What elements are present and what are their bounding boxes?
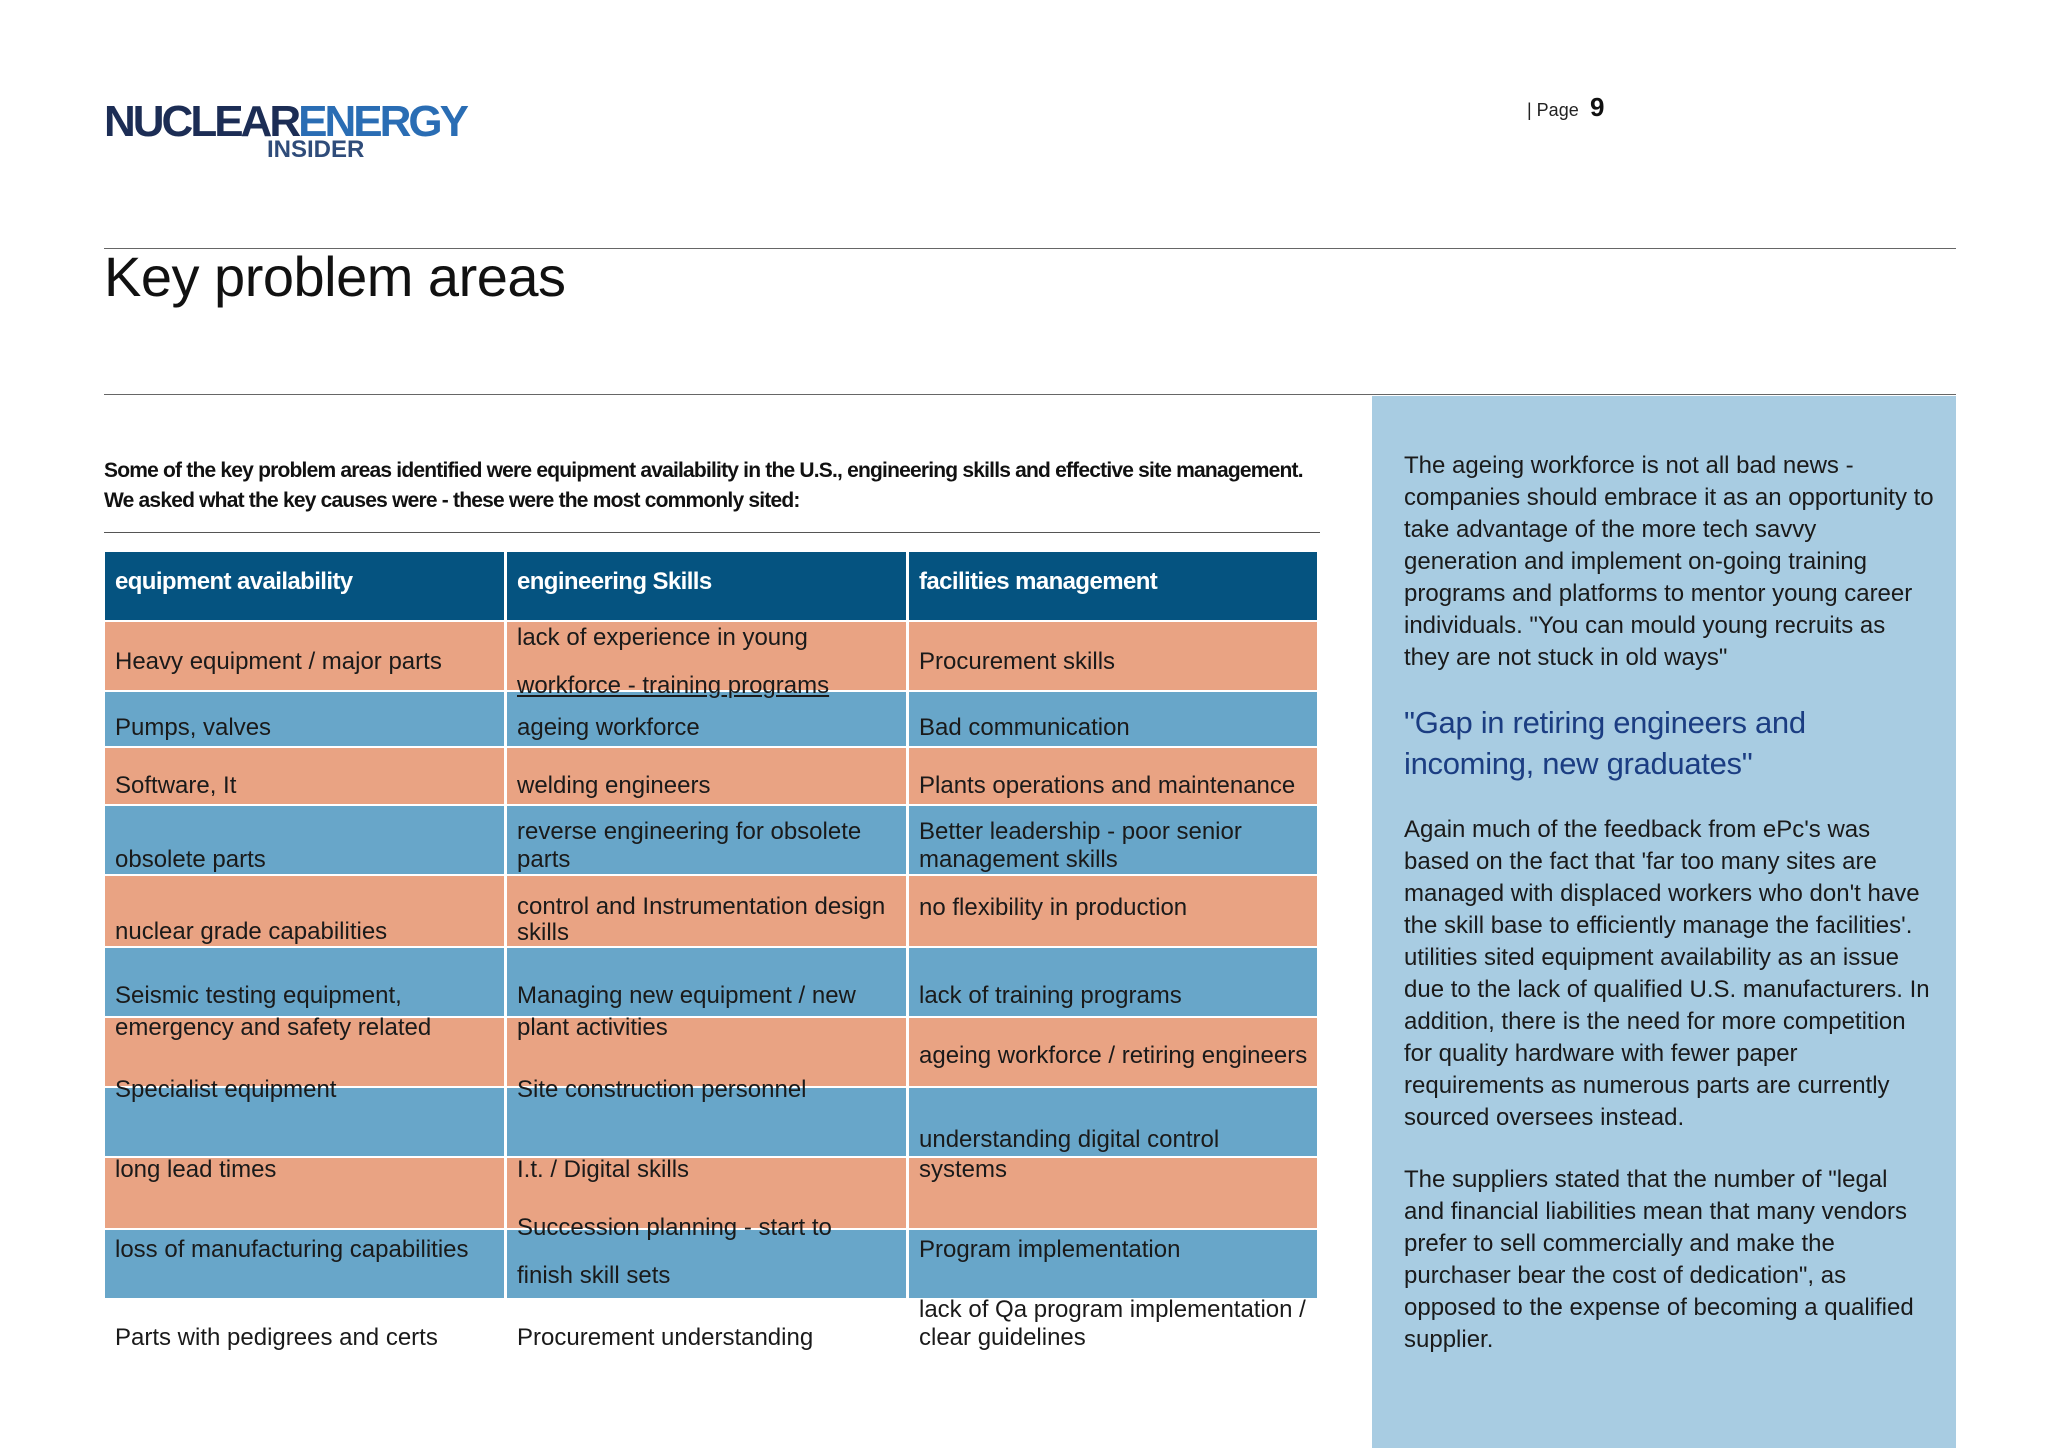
cell-text: workforce - training programs xyxy=(517,672,830,699)
table-cell xyxy=(105,1230,507,1298)
cell-text: Plants operations and maintenance xyxy=(919,772,1296,799)
cell-text: Procurement understanding xyxy=(517,1324,814,1351)
cell-text: obsolete parts xyxy=(115,846,266,873)
cell-text: I.t. / Digital skills xyxy=(517,1156,690,1183)
cell-text: Program implementation xyxy=(919,1236,1181,1263)
intro-rule xyxy=(104,532,1320,533)
cell-text: nuclear grade capabilities xyxy=(115,918,388,945)
table-cell xyxy=(909,622,1317,690)
cell-text: emergency and safety related xyxy=(115,1014,432,1041)
sidebar-paragraph-2: Again much of the feedback from ePc's was based on the fact that 'far too many sites are managed with displaced workers who don't have the skill base to efficiently manage the facilities'. utilities sited equipment availability as an issue due to the lack of qualified U.S. manufacturers. In addition, there is the need for more competition for quality hardware with fewer paper requirements as numerous parts are currently sourced oversees instead. xyxy=(1404,816,1930,1131)
table-cell xyxy=(105,876,507,946)
table-cell xyxy=(105,622,507,690)
table-row xyxy=(105,946,1317,1016)
cell-text: understanding digital control xyxy=(919,1126,1220,1153)
cell-text: Procurement skills xyxy=(919,648,1116,675)
table-cell xyxy=(909,806,1317,874)
page-number: 9 xyxy=(1590,92,1605,122)
cell-text: Managing new equipment / new xyxy=(517,982,856,1009)
cell-text: Succession planning - start to xyxy=(517,1214,832,1241)
sidebar-pull-quote: "Gap in retiring engineers and incoming, new graduates" xyxy=(1404,705,1806,781)
header-facilities-management xyxy=(909,552,1317,620)
cell-text: long lead times xyxy=(115,1156,277,1183)
title-rule xyxy=(104,394,1956,395)
table-cell xyxy=(909,1018,1317,1086)
header-label: facilities management xyxy=(919,568,1158,595)
table-cell xyxy=(909,748,1317,804)
cell-text: Heavy equipment / major parts xyxy=(115,648,442,675)
table-cell xyxy=(909,1296,1317,1360)
table-cell xyxy=(507,806,909,874)
table-cell xyxy=(105,1300,507,1360)
cell-text: Parts with pedigrees and certs xyxy=(115,1324,438,1351)
table-row xyxy=(105,804,1317,874)
table-header-row xyxy=(105,552,1317,620)
header-engineering-skills xyxy=(507,552,909,620)
table-cell xyxy=(909,948,1317,1016)
problem-areas-table xyxy=(105,552,1317,1360)
table-row xyxy=(105,746,1317,804)
table-cell xyxy=(105,948,507,1016)
cell-text: reverse engineering for obsolete parts xyxy=(517,818,862,873)
cell-text: systems xyxy=(919,1156,1008,1183)
page-label: | Page xyxy=(1527,100,1579,120)
cell-text: welding engineers xyxy=(517,772,711,799)
cell-text: Bad communication xyxy=(919,714,1130,741)
table-row xyxy=(105,620,1317,699)
cell-text: plant activities xyxy=(517,1014,668,1041)
table-cell xyxy=(507,692,909,746)
table-cell xyxy=(105,806,507,874)
cell-text: Site construction personnel xyxy=(517,1076,807,1103)
cell-text: ageing workforce xyxy=(517,714,700,741)
table-cell xyxy=(909,1158,1317,1228)
table-cell xyxy=(507,622,909,699)
cell-text: Specialist equipment xyxy=(115,1076,337,1103)
table-row xyxy=(105,1076,1317,1156)
page-title: Key problem areas xyxy=(104,245,566,308)
cell-text: lack of experience in young xyxy=(517,624,808,651)
header-label: engineering Skills xyxy=(517,568,712,595)
table-cell xyxy=(507,1076,909,1156)
table-row xyxy=(105,874,1317,946)
table-cell xyxy=(105,692,507,746)
logo xyxy=(104,97,466,170)
header-label: equipment availability xyxy=(115,568,353,595)
table-cell xyxy=(507,1214,909,1298)
cell-text: Seismic testing equipment, xyxy=(115,982,402,1009)
table-row xyxy=(105,1214,1317,1298)
logo-energy: ENERGY xyxy=(298,97,466,146)
table-cell xyxy=(105,1076,507,1156)
cell-text: control and Instrumentation design skills xyxy=(517,893,886,946)
table-cell xyxy=(105,1158,507,1228)
sidebar-panel xyxy=(1372,396,1956,1448)
cell-text: loss of manufacturing capabilities xyxy=(115,1236,469,1263)
logo-insider: INSIDER xyxy=(267,136,365,163)
table-cell xyxy=(909,1230,1317,1298)
table-row xyxy=(105,1298,1317,1360)
header-equipment-availability xyxy=(105,552,507,620)
sidebar-paragraph-1: The ageing workforce is not all bad news - companies should embrace it as an opportunity to take advantage of the more tech savvy generation and implement on-going training programs and platforms to mentor young career individuals. "You can mould young recruits as they are not stuck in old ways" xyxy=(1404,452,1934,671)
logo-nuclear: NUCLEAR xyxy=(104,97,299,146)
table-cell xyxy=(507,876,909,946)
cell-text: ageing workforce / retiring engineers xyxy=(919,1042,1308,1069)
sidebar-paragraph-3: The suppliers stated that the number of "legal and financial liabilities mean that many vendors prefer to sell commercially and make the purchaser bear the cost of dedication", as opposed to the expense of becoming a qualified supplier. xyxy=(1404,1166,1914,1353)
table-cell xyxy=(105,748,507,804)
table-cell xyxy=(909,1088,1317,1156)
cell-text: finish skill sets xyxy=(517,1262,671,1289)
table-cell xyxy=(507,1300,909,1360)
cell-text: no flexibility in production xyxy=(919,894,1188,921)
cell-text: lack of Qa program implementation / clear guidelines xyxy=(919,1296,1306,1351)
table-cell xyxy=(507,748,909,804)
cell-text: lack of training programs xyxy=(919,982,1182,1009)
intro-text: Some of the key problem areas identified were equipment availability in the U.S., engineering skills and effective site management. We asked what the key causes were - these were the most commonly sited: xyxy=(104,459,1303,512)
table-cell xyxy=(507,948,909,1016)
table-cell xyxy=(909,876,1317,946)
cell-text: Software, It xyxy=(115,772,237,799)
cell-text: Pumps, valves xyxy=(115,714,272,741)
table-cell xyxy=(909,692,1317,746)
cell-text: Better leadership - poor senior management skills xyxy=(919,818,1242,873)
